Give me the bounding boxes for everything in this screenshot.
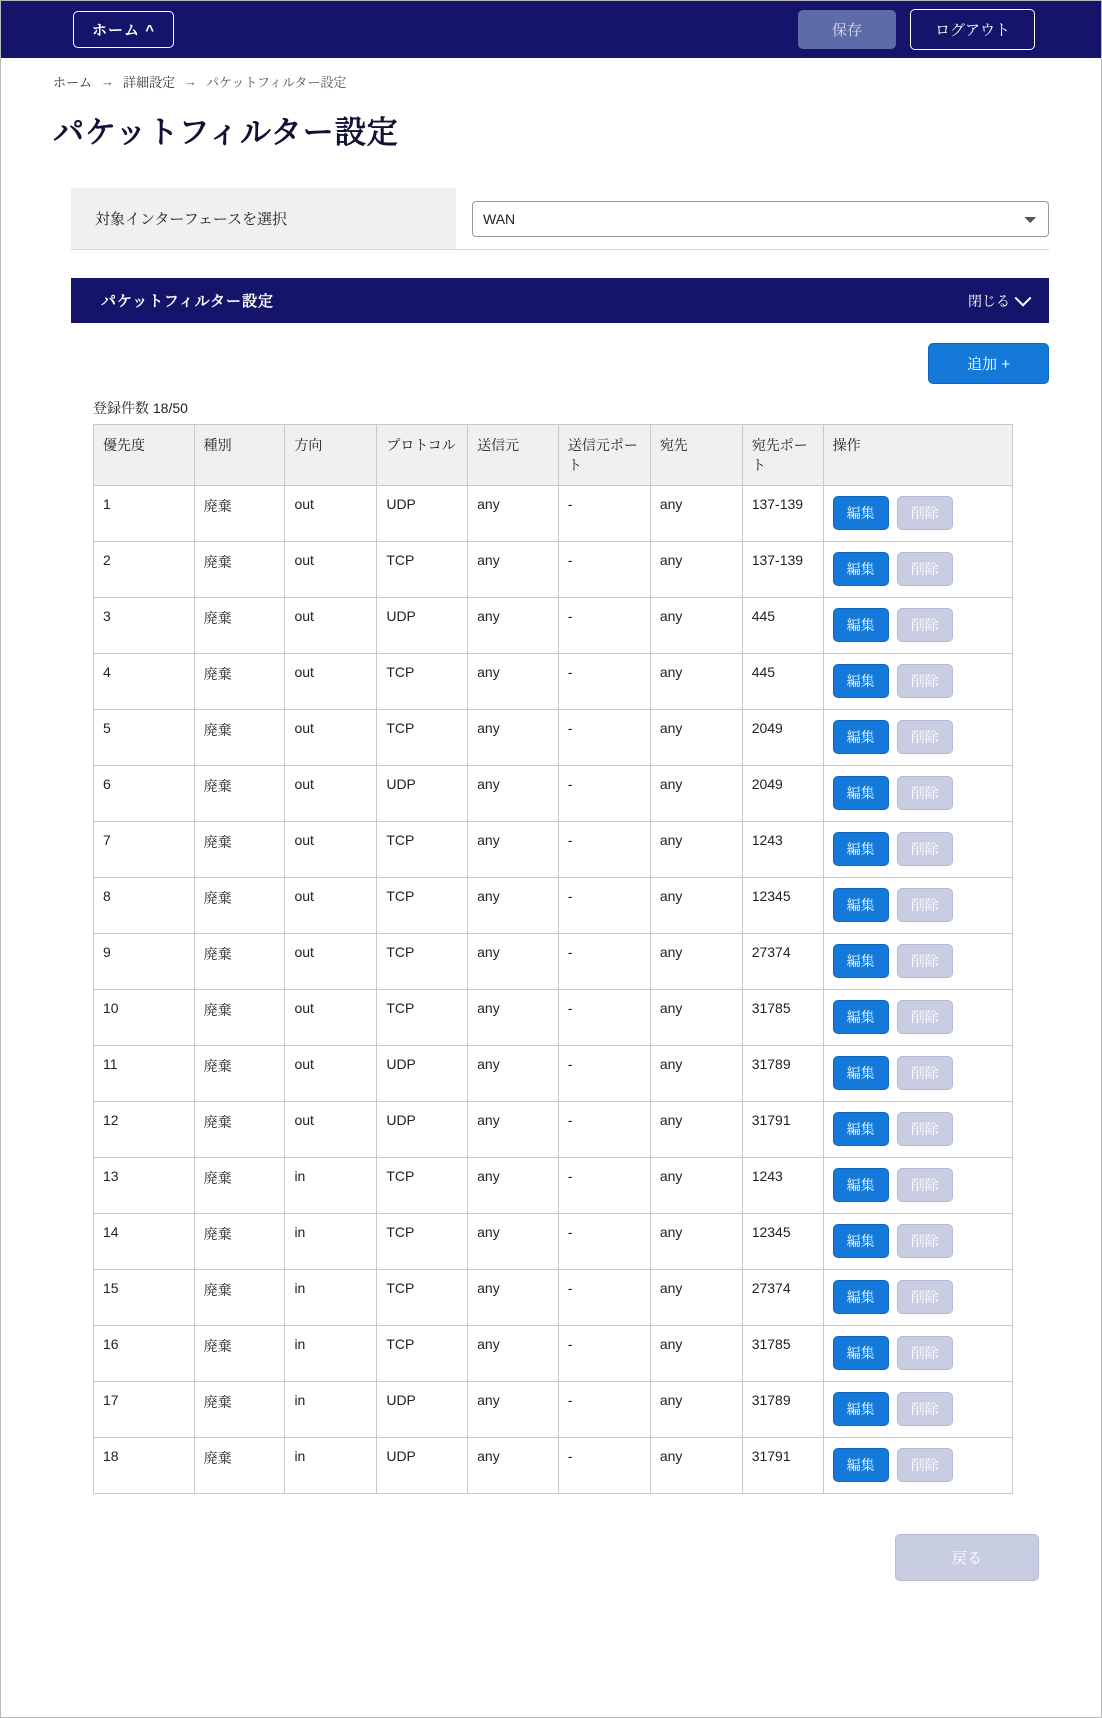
cell-type: 廃棄 bbox=[194, 542, 285, 598]
cell-type: 廃棄 bbox=[194, 878, 285, 934]
table-row bbox=[94, 766, 1013, 822]
interface-select[interactable] bbox=[472, 201, 1049, 237]
section-toggle-label: 閉じる bbox=[968, 292, 1010, 309]
cell-actions bbox=[823, 1158, 1012, 1214]
cell-protocol: UDP bbox=[377, 1382, 468, 1438]
delete-rule-button[interactable]: 削除 bbox=[897, 1280, 953, 1314]
delete-rule-button[interactable]: 削除 bbox=[897, 720, 953, 754]
delete-rule-button[interactable]: 削除 bbox=[897, 608, 953, 642]
cell-protocol: TCP bbox=[377, 878, 468, 934]
cell-destination-port: 137-139 bbox=[742, 542, 823, 598]
cell-source: any bbox=[468, 710, 559, 766]
delete-rule-button[interactable]: 削除 bbox=[897, 888, 953, 922]
cell-source: any bbox=[468, 1102, 559, 1158]
cell-type: 廃棄 bbox=[194, 486, 285, 542]
cell-source: any bbox=[468, 1382, 559, 1438]
cell-destination-port: 31791 bbox=[742, 1438, 823, 1494]
cell-actions bbox=[823, 710, 1012, 766]
section-title: パケットフィルター設定 bbox=[101, 293, 275, 310]
cell-actions bbox=[823, 654, 1012, 710]
cell-actions bbox=[823, 822, 1012, 878]
edit-rule-button[interactable]: 編集 bbox=[833, 1448, 889, 1482]
cell-type: 廃棄 bbox=[194, 598, 285, 654]
column-header-actions: 操作 bbox=[823, 425, 1012, 486]
cell-type: 廃棄 bbox=[194, 654, 285, 710]
delete-rule-button[interactable]: 削除 bbox=[897, 496, 953, 530]
table-row bbox=[94, 1102, 1013, 1158]
cell-priority: 6 bbox=[94, 766, 195, 822]
table-row bbox=[94, 486, 1013, 542]
breadcrumb-item-advanced[interactable]: 詳細設定 bbox=[123, 75, 176, 90]
cell-destination-port: 445 bbox=[742, 598, 823, 654]
cell-actions bbox=[823, 1046, 1012, 1102]
cell-actions bbox=[823, 1102, 1012, 1158]
cell-protocol: TCP bbox=[377, 654, 468, 710]
table-row bbox=[94, 542, 1013, 598]
cell-destination: any bbox=[650, 878, 742, 934]
cell-actions bbox=[823, 1326, 1012, 1382]
cell-source: any bbox=[468, 1326, 559, 1382]
cell-source-port: - bbox=[558, 542, 650, 598]
delete-rule-button[interactable]: 削除 bbox=[897, 1056, 953, 1090]
cell-priority: 13 bbox=[94, 1158, 195, 1214]
breadcrumb-item-home[interactable]: ホーム bbox=[53, 75, 93, 90]
breadcrumb-item-current: パケットフィルター設定 bbox=[206, 75, 347, 90]
edit-rule-button[interactable]: 編集 bbox=[833, 1056, 889, 1090]
cell-destination: any bbox=[650, 766, 742, 822]
cell-direction: in bbox=[285, 1326, 377, 1382]
cell-source-port: - bbox=[558, 486, 650, 542]
cell-destination-port: 2049 bbox=[742, 766, 823, 822]
interface-select-wrap bbox=[456, 188, 1049, 249]
cell-type: 廃棄 bbox=[194, 1214, 285, 1270]
cell-actions bbox=[823, 1438, 1012, 1494]
home-button[interactable] bbox=[73, 11, 174, 48]
edit-rule-button[interactable]: 編集 bbox=[833, 776, 889, 810]
cell-destination: any bbox=[650, 1102, 742, 1158]
section-collapse-toggle[interactable] bbox=[968, 291, 1029, 311]
breadcrumb-arrow-icon: → bbox=[184, 74, 198, 89]
chevron-down-icon bbox=[1015, 289, 1032, 306]
cell-destination: any bbox=[650, 486, 742, 542]
breadcrumb-arrow-icon: → bbox=[101, 74, 115, 89]
delete-rule-button[interactable]: 削除 bbox=[897, 776, 953, 810]
packet-filter-table bbox=[93, 424, 1013, 1494]
edit-rule-button[interactable]: 編集 bbox=[833, 1280, 889, 1314]
cell-destination: any bbox=[650, 654, 742, 710]
cell-destination: any bbox=[650, 822, 742, 878]
edit-rule-button[interactable]: 編集 bbox=[833, 1224, 889, 1258]
cell-destination: any bbox=[650, 1046, 742, 1102]
cell-protocol: TCP bbox=[377, 542, 468, 598]
cell-destination-port: 12345 bbox=[742, 1214, 823, 1270]
cell-protocol: UDP bbox=[377, 766, 468, 822]
delete-rule-button[interactable]: 削除 bbox=[897, 1336, 953, 1370]
cell-source: any bbox=[468, 822, 559, 878]
column-header-protocol: プロトコル bbox=[377, 425, 468, 486]
table-row bbox=[94, 710, 1013, 766]
delete-rule-button[interactable]: 削除 bbox=[897, 1448, 953, 1482]
cell-source-port: - bbox=[558, 1214, 650, 1270]
top-bar-actions bbox=[798, 9, 1035, 50]
cell-type: 廃棄 bbox=[194, 710, 285, 766]
cell-direction: out bbox=[285, 766, 377, 822]
cell-source-port: - bbox=[558, 1046, 650, 1102]
edit-rule-button[interactable]: 編集 bbox=[833, 1336, 889, 1370]
cell-priority: 5 bbox=[94, 710, 195, 766]
table-toolbar bbox=[71, 343, 1049, 384]
delete-rule-button[interactable]: 削除 bbox=[897, 1224, 953, 1258]
table-row bbox=[94, 934, 1013, 990]
cell-direction: in bbox=[285, 1270, 377, 1326]
edit-rule-button[interactable]: 編集 bbox=[833, 1000, 889, 1034]
cell-destination-port: 445 bbox=[742, 654, 823, 710]
cell-source: any bbox=[468, 1214, 559, 1270]
delete-rule-button[interactable]: 削除 bbox=[897, 552, 953, 586]
table-row bbox=[94, 1214, 1013, 1270]
table-row bbox=[94, 990, 1013, 1046]
cell-priority: 12 bbox=[94, 1102, 195, 1158]
cell-priority: 7 bbox=[94, 822, 195, 878]
cell-source-port: - bbox=[558, 654, 650, 710]
cell-destination-port: 1243 bbox=[742, 822, 823, 878]
cell-destination-port: 31785 bbox=[742, 990, 823, 1046]
cell-destination: any bbox=[650, 1214, 742, 1270]
cell-direction: out bbox=[285, 1046, 377, 1102]
cell-destination: any bbox=[650, 1158, 742, 1214]
cell-source-port: - bbox=[558, 710, 650, 766]
cell-type: 廃棄 bbox=[194, 1158, 285, 1214]
edit-rule-button[interactable]: 編集 bbox=[833, 832, 889, 866]
cell-priority: 14 bbox=[94, 1214, 195, 1270]
cell-priority: 9 bbox=[94, 934, 195, 990]
cell-direction: out bbox=[285, 486, 377, 542]
column-header-destination: 宛先 bbox=[650, 425, 742, 486]
footer-actions bbox=[1, 1534, 1039, 1581]
table-row bbox=[94, 1382, 1013, 1438]
edit-rule-button[interactable]: 編集 bbox=[833, 608, 889, 642]
cell-priority: 4 bbox=[94, 654, 195, 710]
edit-rule-button[interactable]: 編集 bbox=[833, 1392, 889, 1426]
table-header bbox=[94, 425, 1013, 486]
home-button-label: ホーム bbox=[92, 22, 141, 39]
cell-destination-port: 31785 bbox=[742, 1326, 823, 1382]
cell-type: 廃棄 bbox=[194, 1326, 285, 1382]
cell-protocol: UDP bbox=[377, 1438, 468, 1494]
page-title: パケットフィルター設定 bbox=[53, 115, 399, 150]
delete-rule-button[interactable]: 削除 bbox=[897, 832, 953, 866]
cell-priority: 11 bbox=[94, 1046, 195, 1102]
cell-direction: in bbox=[285, 1214, 377, 1270]
cell-priority: 16 bbox=[94, 1326, 195, 1382]
table-header-row bbox=[94, 425, 1013, 486]
cell-destination-port: 2049 bbox=[742, 710, 823, 766]
cell-protocol: TCP bbox=[377, 1214, 468, 1270]
edit-rule-button[interactable]: 編集 bbox=[833, 888, 889, 922]
cell-destination-port: 31791 bbox=[742, 1102, 823, 1158]
cell-source: any bbox=[468, 1046, 559, 1102]
cell-protocol: TCP bbox=[377, 1158, 468, 1214]
column-header-source-port: 送信元ポート bbox=[558, 425, 650, 486]
cell-direction: in bbox=[285, 1382, 377, 1438]
cell-destination-port: 27374 bbox=[742, 1270, 823, 1326]
cell-actions bbox=[823, 1382, 1012, 1438]
cell-protocol: TCP bbox=[377, 822, 468, 878]
cell-priority: 17 bbox=[94, 1382, 195, 1438]
cell-direction: out bbox=[285, 710, 377, 766]
cell-source: any bbox=[468, 542, 559, 598]
edit-rule-button[interactable]: 編集 bbox=[833, 1168, 889, 1202]
cell-actions bbox=[823, 878, 1012, 934]
cell-source-port: - bbox=[558, 822, 650, 878]
cell-priority: 8 bbox=[94, 878, 195, 934]
cell-protocol: UDP bbox=[377, 598, 468, 654]
table-row bbox=[94, 1438, 1013, 1494]
delete-rule-button[interactable]: 削除 bbox=[897, 1112, 953, 1146]
cell-type: 廃棄 bbox=[194, 1382, 285, 1438]
chevron-up-icon: ^ bbox=[145, 22, 155, 39]
interface-selector-row bbox=[71, 188, 1049, 250]
cell-source: any bbox=[468, 934, 559, 990]
column-header-source: 送信元 bbox=[468, 425, 559, 486]
edit-rule-button[interactable]: 編集 bbox=[833, 552, 889, 586]
cell-actions bbox=[823, 598, 1012, 654]
cell-source-port: - bbox=[558, 598, 650, 654]
cell-actions bbox=[823, 542, 1012, 598]
cell-actions bbox=[823, 990, 1012, 1046]
cell-priority: 1 bbox=[94, 486, 195, 542]
cell-type: 廃棄 bbox=[194, 934, 285, 990]
table-row bbox=[94, 1046, 1013, 1102]
cell-source-port: - bbox=[558, 1438, 650, 1494]
cell-type: 廃棄 bbox=[194, 1046, 285, 1102]
cell-source: any bbox=[468, 766, 559, 822]
cell-source: any bbox=[468, 990, 559, 1046]
cell-source-port: - bbox=[558, 1158, 650, 1214]
cell-source: any bbox=[468, 486, 559, 542]
interface-selector-label: 対象インターフェースを選択 bbox=[71, 188, 456, 249]
table-row bbox=[94, 598, 1013, 654]
column-header-priority: 優先度 bbox=[94, 425, 195, 486]
cell-actions bbox=[823, 1270, 1012, 1326]
cell-source-port: - bbox=[558, 766, 650, 822]
back-button[interactable]: 戻る bbox=[895, 1534, 1039, 1581]
cell-protocol: TCP bbox=[377, 1326, 468, 1382]
cell-type: 廃棄 bbox=[194, 990, 285, 1046]
cell-priority: 18 bbox=[94, 1438, 195, 1494]
cell-priority: 2 bbox=[94, 542, 195, 598]
cell-source: any bbox=[468, 598, 559, 654]
table-body bbox=[94, 486, 1013, 1494]
cell-type: 廃棄 bbox=[194, 1270, 285, 1326]
cell-type: 廃棄 bbox=[194, 1102, 285, 1158]
cell-source: any bbox=[468, 1270, 559, 1326]
delete-rule-button[interactable]: 削除 bbox=[897, 1168, 953, 1202]
cell-destination-port: 27374 bbox=[742, 934, 823, 990]
logout-button[interactable]: ログアウト bbox=[910, 9, 1035, 50]
cell-direction: out bbox=[285, 542, 377, 598]
cell-priority: 10 bbox=[94, 990, 195, 1046]
cell-direction: out bbox=[285, 822, 377, 878]
cell-actions bbox=[823, 486, 1012, 542]
cell-source: any bbox=[468, 654, 559, 710]
section-header bbox=[71, 278, 1049, 323]
cell-priority: 15 bbox=[94, 1270, 195, 1326]
cell-destination: any bbox=[650, 1382, 742, 1438]
cell-actions bbox=[823, 766, 1012, 822]
cell-direction: out bbox=[285, 598, 377, 654]
cell-destination-port: 31789 bbox=[742, 1382, 823, 1438]
table-row bbox=[94, 1326, 1013, 1382]
cell-type: 廃棄 bbox=[194, 1438, 285, 1494]
edit-rule-button[interactable]: 編集 bbox=[833, 664, 889, 698]
cell-type: 廃棄 bbox=[194, 766, 285, 822]
delete-rule-button[interactable]: 削除 bbox=[897, 944, 953, 978]
cell-destination-port: 31789 bbox=[742, 1046, 823, 1102]
cell-protocol: TCP bbox=[377, 934, 468, 990]
cell-source: any bbox=[468, 1438, 559, 1494]
cell-type: 廃棄 bbox=[194, 822, 285, 878]
cell-protocol: TCP bbox=[377, 990, 468, 1046]
edit-rule-button[interactable]: 編集 bbox=[833, 944, 889, 978]
cell-source-port: - bbox=[558, 990, 650, 1046]
table-row bbox=[94, 822, 1013, 878]
cell-direction: out bbox=[285, 654, 377, 710]
cell-destination: any bbox=[650, 542, 742, 598]
column-header-direction: 方向 bbox=[285, 425, 377, 486]
edit-rule-button[interactable]: 編集 bbox=[833, 496, 889, 530]
cell-destination: any bbox=[650, 1270, 742, 1326]
cell-source: any bbox=[468, 878, 559, 934]
cell-source-port: - bbox=[558, 878, 650, 934]
cell-direction: in bbox=[285, 1438, 377, 1494]
cell-source: any bbox=[468, 1158, 559, 1214]
cell-direction: out bbox=[285, 878, 377, 934]
top-bar bbox=[1, 1, 1101, 58]
delete-rule-button[interactable]: 削除 bbox=[897, 1000, 953, 1034]
delete-rule-button[interactable]: 削除 bbox=[897, 664, 953, 698]
cell-source-port: - bbox=[558, 1102, 650, 1158]
column-header-destination-port: 宛先ポート bbox=[742, 425, 823, 486]
cell-destination: any bbox=[650, 934, 742, 990]
cell-source-port: - bbox=[558, 1326, 650, 1382]
cell-direction: out bbox=[285, 1102, 377, 1158]
add-rule-button[interactable]: 追加 + bbox=[928, 343, 1049, 384]
cell-destination: any bbox=[650, 1438, 742, 1494]
column-header-type: 種別 bbox=[194, 425, 285, 486]
edit-rule-button[interactable]: 編集 bbox=[833, 1112, 889, 1146]
table-row bbox=[94, 654, 1013, 710]
save-button[interactable]: 保存 bbox=[798, 10, 896, 49]
cell-destination: any bbox=[650, 990, 742, 1046]
cell-destination-port: 1243 bbox=[742, 1158, 823, 1214]
cell-source-port: - bbox=[558, 1382, 650, 1438]
cell-actions bbox=[823, 1214, 1012, 1270]
cell-protocol: UDP bbox=[377, 1102, 468, 1158]
cell-priority: 3 bbox=[94, 598, 195, 654]
cell-destination: any bbox=[650, 1326, 742, 1382]
table-row bbox=[94, 1270, 1013, 1326]
cell-direction: out bbox=[285, 934, 377, 990]
cell-protocol: UDP bbox=[377, 486, 468, 542]
cell-protocol: TCP bbox=[377, 1270, 468, 1326]
packet-filter-table-wrap bbox=[93, 424, 1039, 1494]
cell-destination: any bbox=[650, 710, 742, 766]
cell-destination-port: 137-139 bbox=[742, 486, 823, 542]
cell-protocol: UDP bbox=[377, 1046, 468, 1102]
cell-direction: in bbox=[285, 1158, 377, 1214]
cell-destination-port: 12345 bbox=[742, 878, 823, 934]
table-row bbox=[94, 878, 1013, 934]
cell-source-port: - bbox=[558, 934, 650, 990]
cell-destination: any bbox=[650, 598, 742, 654]
table-row bbox=[94, 1158, 1013, 1214]
delete-rule-button[interactable]: 削除 bbox=[897, 1392, 953, 1426]
cell-protocol: TCP bbox=[377, 710, 468, 766]
breadcrumb bbox=[1, 58, 1101, 91]
edit-rule-button[interactable]: 編集 bbox=[833, 720, 889, 754]
cell-direction: out bbox=[285, 990, 377, 1046]
cell-source-port: - bbox=[558, 1270, 650, 1326]
cell-actions bbox=[823, 934, 1012, 990]
registered-count-text: 登録件数 18/50 bbox=[93, 400, 188, 416]
